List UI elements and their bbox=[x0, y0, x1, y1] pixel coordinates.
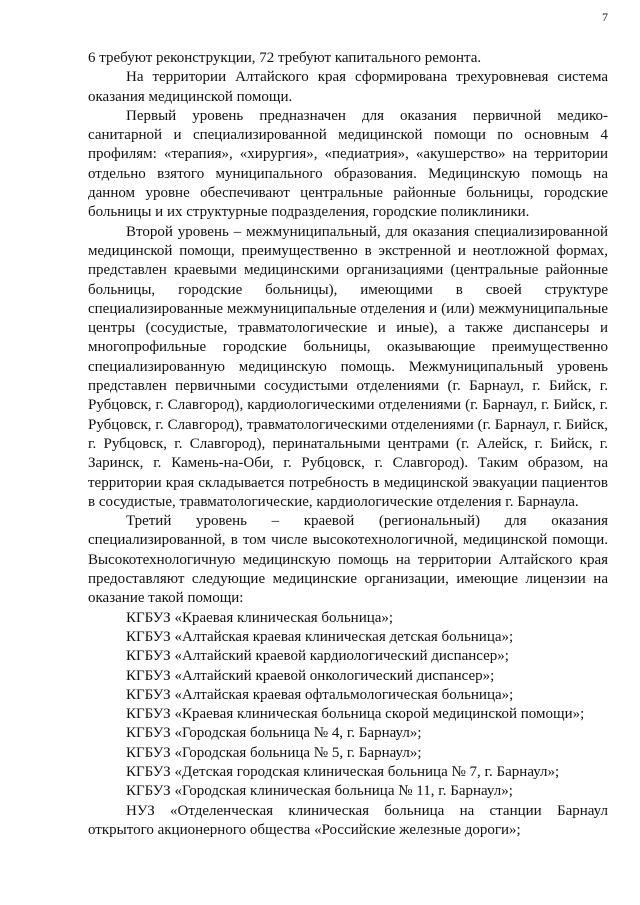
organization-item: КГБУЗ «Городская больница № 4, г. Барнаул»; bbox=[126, 725, 422, 742]
organization-item: КГБУЗ «Детская городская клиническая больница № 7, г. Барнаул»; bbox=[126, 763, 560, 780]
organization-item: КГБУЗ «Алтайская краевая офтальмологическая больница»; bbox=[126, 686, 514, 703]
paragraph-second-level: Второй уровень – межмуниципальный, для оказания специализированной медицинской помощи, преимущественно в экстренной и неотложной формах, представлен краевыми медицинскими организациями (центральные районные больницы, городские больницы), имеющими в своей структуре специализированные межмуниципальные отделения и (или) межмуниципальные центры (сосудистые, травматологические и иные), а также диспансеры и многопрофильные городские больницы, оказывающие преимущественно специализированную медицинскую помощь. Межмуниципальный уровень представлен первичными сосудистыми отделениями (г. Барнаул, г. Бийск, г. Рубцовск, г. Славгород), кардиологическими отделениями (г. Барнаул, г. Бийск, г. Рубцовск, г. Славгород), травматологическими отделениями (г. Барнаул, г. Бийск, г. Рубцовск, г. Славгород), перинатальными центрами (г. Алейск, г. Бийск, г. Заринск, г. Камень-на-Оби, г. Рубцовск, г. Славгород). Таким образом, на территории края складывается потребность в медицинской эвакуации пациентов в сосудистые, травматологические, кардиологические отделения г. Барнаула. bbox=[88, 223, 608, 510]
paragraph-first-level: Первый уровень предназначен для оказания первичной медико-санитарной и специализированной медицинской помощи по основным 4 профилям: «терапия», «хирургия», «педиатрия», «акушерство» на территории отдельно взятого муниципального образования. Медицинскую помощь на данном уровне обеспечивают центральные районные больницы, городские больницы и их структурные подразделения, городские поликлиники. bbox=[88, 107, 608, 221]
organization-item: КГБУЗ «Краевая клиническая больница»; bbox=[126, 609, 394, 626]
paragraph-continuation: 6 требуют реконструкции, 72 требуют капитального ремонта. bbox=[88, 50, 482, 66]
organization-item: НУЗ «Отделенческая клиническая больница на станции Барнаул открытого акционерного общества «Российские железные дороги»; bbox=[88, 802, 608, 838]
paragraph-three-level-system: На территории Алтайского края сформирована трехуровневая система оказания медицинской помощи. bbox=[88, 69, 608, 105]
document-body bbox=[88, 49, 608, 840]
paragraph-third-level: Третий уровень – краевой (региональный) для оказания специализированной, в том числе высокотехнологичной, медицинской помощи. Высокотехнологичную медицинскую помощь на территории Алтайского края предоставляют следующие медицинские организации, имеющие лицензии на оказание такой помощи: bbox=[88, 513, 608, 607]
organization-item: КГБУЗ «Городская больница № 5, г. Барнаул»; bbox=[126, 744, 422, 761]
organization-item: КГБУЗ «Алтайский краевой кардиологический диспансер»; bbox=[126, 648, 509, 665]
organization-item: КГБУЗ «Алтайская краевая клиническая детская больница»; bbox=[126, 628, 514, 645]
page-number: 7 bbox=[602, 10, 608, 24]
organization-item: КГБУЗ «Алтайский краевой онкологический диспансер»; bbox=[126, 667, 495, 684]
organization-item: КГБУЗ «Краевая клиническая больница скорой медицинской помощи»; bbox=[126, 706, 585, 723]
organization-item: КГБУЗ «Городская клиническая больница № 11, г. Барнаул»; bbox=[126, 783, 513, 800]
